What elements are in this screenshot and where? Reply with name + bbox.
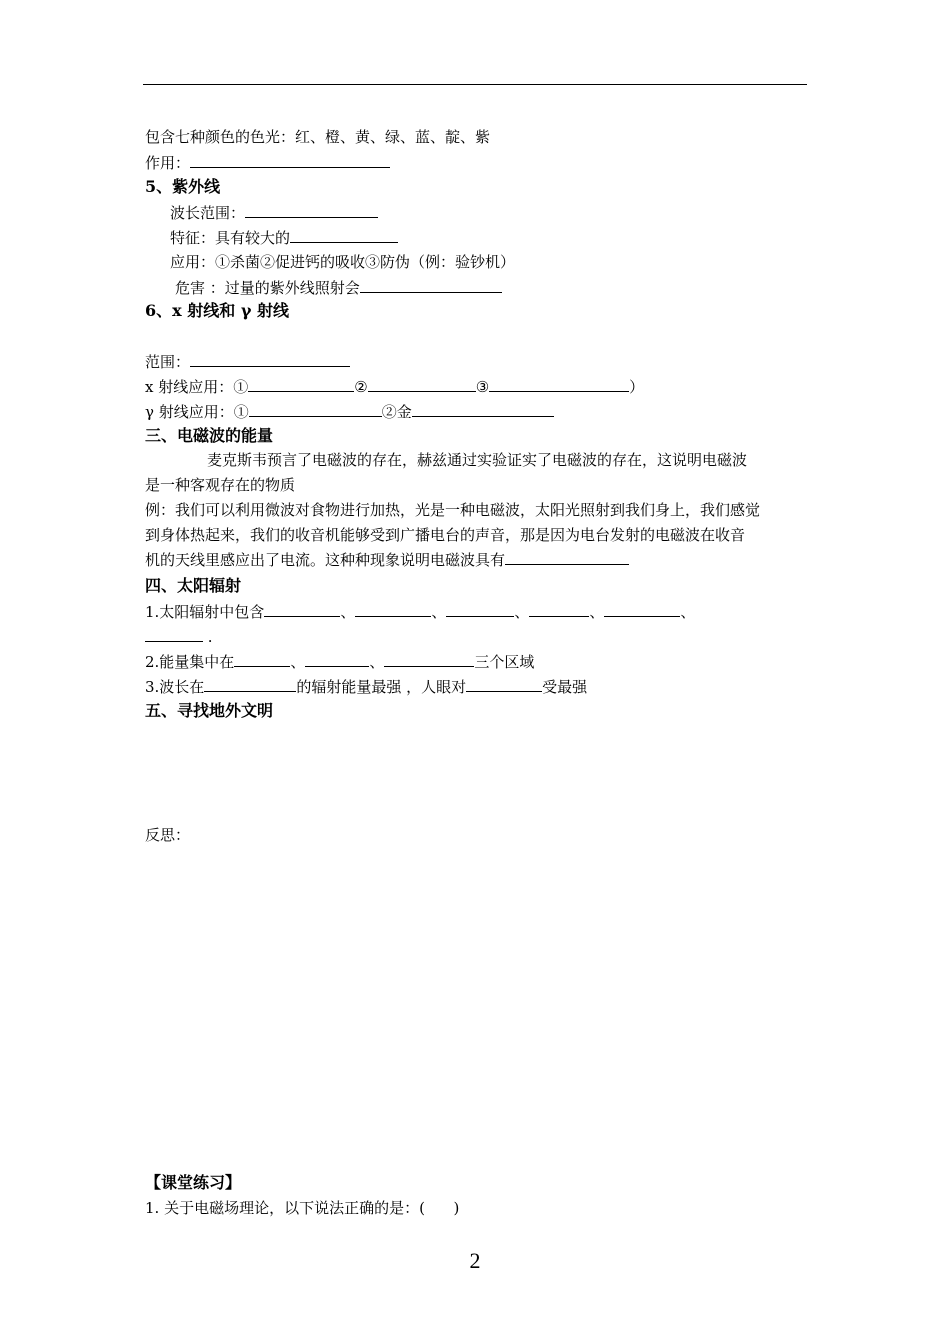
- solar-q2-line: [145, 651, 534, 672]
- solar-q3-label: 3.波长在: [145, 678, 205, 696]
- exercise-q1: 1. 关于电磁场理论，以下说法正确的是：( ): [145, 1199, 460, 1217]
- blank: [505, 549, 629, 565]
- blank: [234, 651, 290, 667]
- reflection-label: 反思：: [145, 826, 191, 844]
- blank: [248, 376, 354, 392]
- circle-2: ②: [354, 378, 368, 396]
- blank: [489, 376, 629, 392]
- exercise-heading: 【课堂练习】: [145, 1173, 242, 1192]
- sep: 、: [369, 653, 385, 671]
- uv-harm-line: [175, 277, 502, 298]
- q3-end: 受最强: [542, 678, 588, 696]
- colors-line: 包含七种颜色的色光：红、橙、黄、绿、蓝、靛、紫: [145, 128, 491, 146]
- xray-range-line: [145, 351, 350, 372]
- page-number: 2: [469, 1248, 481, 1273]
- blank: [466, 676, 542, 692]
- para1-line1: 麦克斯韦预言了电磁波的存在，赫兹通过实验证实了电磁波的存在，这说明电磁波: [207, 451, 748, 469]
- energy-paragraph-2: [145, 498, 810, 573]
- solar-heading: 四、太阳辐射: [145, 576, 242, 595]
- para2-line3-text: 机的天线里感应出了电流。这种种现象说明电磁波具有: [145, 551, 506, 569]
- para2-line2: 到身体热起来，我们的收音机能够受到广播电台的声音，那是因为电台发射的电磁波在收音: [145, 526, 746, 544]
- gamma-app-line: [145, 401, 554, 422]
- uv-application: 应用：①杀菌②促进钙的吸收③防伪（例：验钞机）: [170, 253, 516, 271]
- blank: [446, 601, 514, 617]
- sep: 、: [514, 603, 530, 621]
- energy-heading: 三、电磁波的能量: [145, 426, 274, 445]
- blank: [529, 601, 589, 617]
- uv-feature-line: [170, 227, 398, 248]
- blank: [368, 376, 476, 392]
- sep: 、: [340, 603, 356, 621]
- header-rule: [143, 84, 807, 85]
- close-paren: ）: [629, 378, 645, 396]
- blank: [145, 626, 203, 642]
- xray-heading: 6、x 射线和 γ 射线: [145, 301, 289, 320]
- blank: [360, 277, 502, 293]
- sep: 、: [290, 653, 306, 671]
- q1-end: .: [203, 628, 213, 646]
- solar-q1-label: 1.太阳辐射中包含: [145, 603, 265, 621]
- uv-heading: 5、紫外线: [145, 177, 221, 196]
- uv-feature-label: 特征：具有较大的: [170, 229, 291, 247]
- blank: [290, 227, 398, 243]
- sep: 、: [680, 603, 696, 621]
- q2-end: 三个区域: [474, 653, 535, 671]
- solar-q1-line: [145, 601, 695, 622]
- uv-range-line: [170, 202, 378, 223]
- blank: [190, 351, 350, 367]
- solar-q1-cont: [145, 626, 213, 647]
- blank: [604, 601, 680, 617]
- seti-heading: 五、寻找地外文明: [145, 701, 274, 720]
- blank: [190, 152, 390, 168]
- blank: [249, 401, 382, 417]
- sep: 、: [431, 603, 447, 621]
- blank: [204, 676, 296, 692]
- para2-line1: 例：我们可以利用微波对食物进行加热，光是一种电磁波，太阳光照射到我们身上，我们感觉: [145, 501, 761, 519]
- xray-app-label: x 射线应用：①: [145, 378, 249, 396]
- blank: [412, 401, 554, 417]
- circle-3: ③: [475, 378, 490, 396]
- para2-line3: [145, 548, 810, 573]
- solar-q3-line: [145, 676, 587, 697]
- solar-q2-label: 2.能量集中在: [145, 653, 235, 671]
- blank: [305, 651, 369, 667]
- xray-range-label: 范围：: [145, 353, 191, 371]
- para1-line2: 是一种客观存在的物质: [145, 476, 296, 494]
- blank: [355, 601, 431, 617]
- function-line: [145, 152, 390, 173]
- xray-app-line: [145, 376, 644, 397]
- blank: [245, 202, 378, 218]
- gamma-app-label: γ 射线应用：①: [145, 403, 249, 421]
- function-label: 作用：: [145, 154, 191, 172]
- uv-harm-label: 危害 ：过量的紫外线照射会: [175, 279, 360, 297]
- gamma-circle-2: ②金: [381, 403, 412, 421]
- q3-mid: 的辐射能量最强 ，人眼对: [296, 678, 467, 696]
- blank: [264, 601, 340, 617]
- sep: 、: [589, 603, 605, 621]
- uv-range-label: 波长范围：: [170, 204, 246, 222]
- energy-paragraph-1: [145, 448, 810, 498]
- blank: [384, 651, 474, 667]
